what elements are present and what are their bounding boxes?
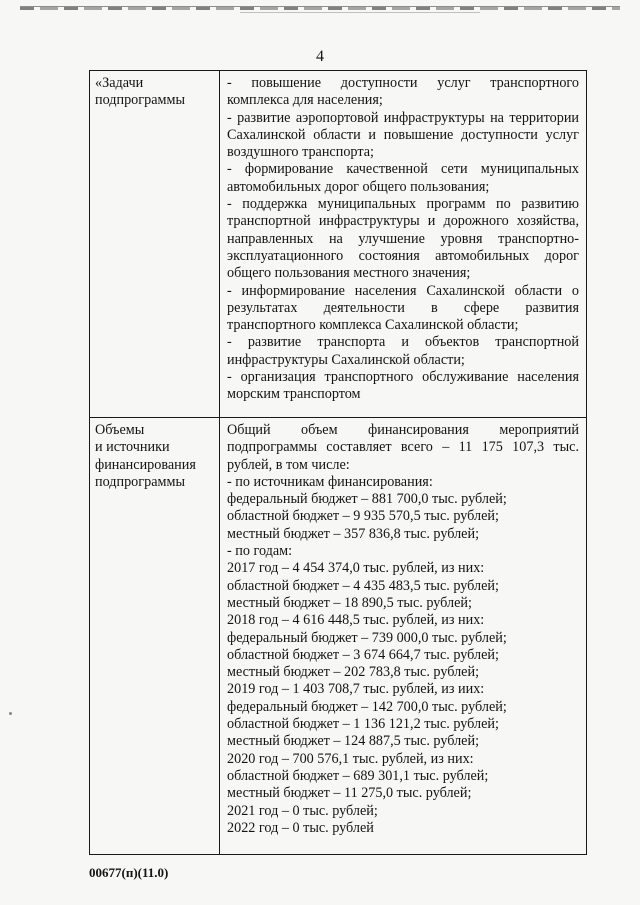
tasks-line: - развитие транспорта и объектов транспортной	[227, 334, 579, 351]
tasks-line: комплекса для населения;	[227, 92, 383, 109]
funding-line: федеральный бюджет – 881 700,0 тыс. рублей;	[227, 491, 507, 508]
document-code: 00677(п)(11.0)	[89, 865, 169, 880]
funding-line: - по годам:	[227, 543, 293, 560]
tasks-label-line: подпрограммы	[95, 92, 185, 109]
tasks-line: - информирование населения Сахалинской области о	[227, 282, 579, 299]
funding-line: 2018 год – 4 616 448,5 тыс. рублей, из них:	[227, 612, 485, 629]
funding-line: федеральный бюджет – 739 000,0 тыс. рублей;	[227, 629, 507, 646]
tasks-line: морским транспортом	[227, 386, 361, 403]
funding-line: областной бюджет – 9 935 570,5 тыс. рублей;	[227, 508, 499, 525]
funding-line: местный бюджет – 124 887,5 тыс. рублей;	[227, 733, 480, 750]
funding-line: 2017 год – 4 454 374,0 тыс. рублей, из них:	[227, 560, 485, 577]
funding-line: областной бюджет – 3 674 664,7 тыс. рублей;	[227, 646, 499, 663]
tasks-line: транспортной инфраструктуры и дорожного хозяйства,	[227, 213, 579, 230]
funding-line: - по источникам финансирования:	[227, 473, 433, 490]
scan-speck	[9, 712, 12, 715]
funding-line: областной бюджет – 1 136 121,2 тыс. рублей;	[227, 716, 499, 733]
tasks-line: эксплуатационного состояния автомобильных дорог	[227, 247, 579, 264]
funding-content-cell	[220, 418, 587, 855]
tasks-line: - формирование качественной сети муниципальных	[227, 161, 579, 178]
tasks-line: воздушного транспорта;	[227, 144, 374, 161]
funding-line: местный бюджет – 202 783,8 тыс. рублей;	[227, 664, 480, 681]
funding-label-cell	[90, 418, 220, 855]
funding-line: областной бюджет – 689 301,1 тыс. рублей;	[227, 767, 489, 784]
funding-line: 2022 год – 0 тыс. рублей	[227, 819, 374, 836]
tasks-line: общего пользования местного значения;	[227, 265, 471, 282]
tasks-line: - поддержка муниципальных программ по развитию	[227, 196, 579, 213]
tasks-content-cell	[220, 71, 587, 418]
subprogram-passport-table	[89, 70, 587, 855]
tasks-line: - организация транспортного обслуживание населения	[227, 369, 579, 386]
funding-label-line: и источники	[95, 439, 170, 456]
funding-line: местный бюджет – 18 890,5 тыс. рублей;	[227, 594, 472, 611]
funding-line: Общий объем финансирования мероприятий	[227, 422, 579, 438]
tasks-line: транспортного комплекса Сахалинской области;	[227, 317, 519, 334]
funding-line: областной бюджет – 4 435 483,5 тыс. рублей;	[227, 577, 499, 594]
tasks-line: результатах деятельности в сфере развития	[227, 299, 579, 316]
funding-line: местный бюджет – 357 836,8 тыс. рублей;	[227, 525, 480, 542]
tasks-line: направленных на улучшение уровня транспортно-	[227, 230, 579, 247]
funding-line: 2020 год – 700 576,1 тыс. рублей, из них:	[227, 750, 474, 767]
funding-line: рублей, в том числе:	[227, 456, 350, 473]
tasks-line: автомобильных дорог общего пользования;	[227, 178, 490, 195]
tasks-line: - развитие аэропортовой инфраструктуры на территории	[227, 109, 579, 126]
funding-label-line: Объемы	[95, 422, 145, 438]
funding-label-line: подпрограммы	[95, 473, 185, 490]
scan-artifact-line	[240, 12, 480, 13]
tasks-label-line: «Задачи	[95, 75, 144, 91]
funding-line: подпрограммы составляет всего – 11 175 107,3 тыс.	[227, 439, 579, 456]
tasks-line: Сахалинской области и повышение доступности услуг	[227, 126, 579, 143]
funding-line: 2021 год – 0 тыс. рублей;	[227, 802, 378, 819]
page-number: 4	[316, 48, 324, 65]
funding-label-line: финансирования	[95, 456, 196, 473]
tasks-label-cell	[90, 71, 220, 418]
funding-line: федеральный бюджет – 142 700,0 тыс. рублей;	[227, 698, 507, 715]
table-row-funding	[90, 418, 587, 855]
funding-line: 2019 год – 1 403 708,7 тыс. рублей, из иих:	[227, 681, 485, 698]
funding-line: местный бюджет – 11 275,0 тыс. рублей;	[227, 785, 472, 802]
tasks-line: инфраструктуры Сахалинской области;	[227, 351, 465, 368]
tasks-line: - повышение доступности услуг транспортного	[227, 75, 579, 91]
table-row-tasks	[90, 71, 587, 418]
scan-artifact-top	[20, 6, 620, 10]
